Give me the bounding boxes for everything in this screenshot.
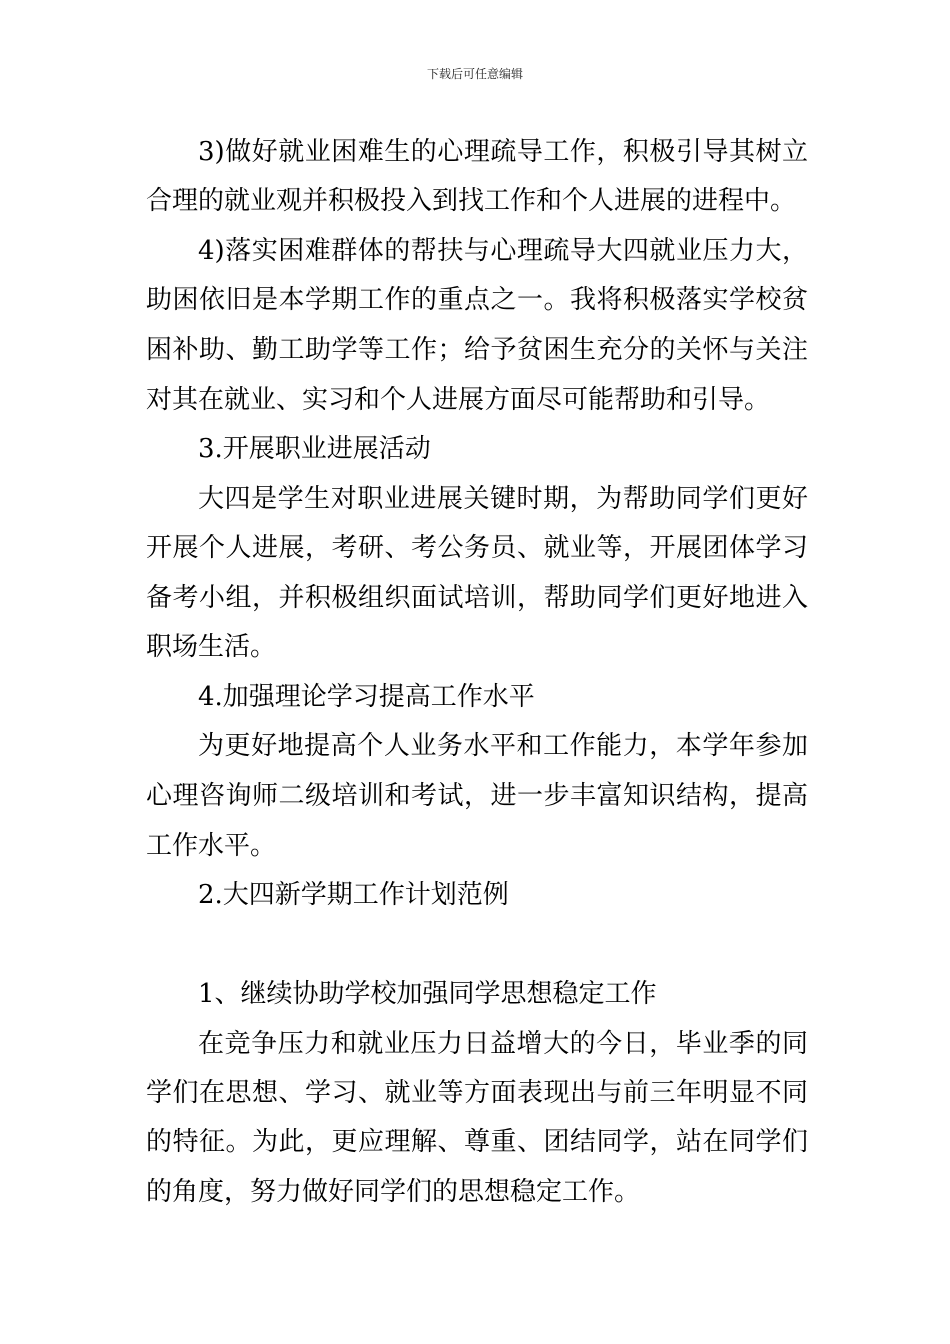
text-line: 职场生活。: [146, 632, 277, 662]
page-header-note: 下载后可任意编辑: [426, 67, 523, 81]
section-heading: 3.开展职业进展活动: [198, 434, 431, 464]
text-line: 困补助、勤工助学等工作；给予贫困生充分的关怀与关注: [146, 335, 808, 365]
text-line: 学们在思想、学习、就业等方面表现出与前三年明显不同: [146, 1078, 808, 1108]
text-line: 为更好地提高个人业务水平和工作能力，本学年参加: [198, 731, 808, 761]
text-line: 工作水平。: [146, 831, 277, 861]
text-line: 4)落实困难群体的帮扶与心理疏导大四就业压力大，: [198, 236, 808, 266]
text-line: 合理的就业观并积极投入到找工作和个人进展的进程中。: [146, 186, 797, 216]
text-line: 的角度，努力做好同学们的思想稳定工作。: [146, 1177, 641, 1207]
text-line: 备考小组，并积极组织面试培训，帮助同学们更好地进入: [146, 583, 808, 613]
text-line: 的特征。为此，更应理解、尊重、团结同学，站在同学们: [146, 1127, 808, 1157]
text-line: 助困依旧是本学期工作的重点之一。我将积极落实学校贫: [146, 285, 808, 315]
section-heading: 2.大四新学期工作计划范例: [198, 880, 509, 910]
section-heading: 4.加强理论学习提高工作水平: [198, 682, 535, 712]
text-line: 心理咨询师二级培训和考试，进一步丰富知识结构，提高: [146, 781, 808, 811]
text-line: 在竞争压力和就业压力日益增大的今日，毕业季的同: [198, 1029, 808, 1059]
text-line: 开展个人进展，考研、考公务员、就业等，开展团体学习: [146, 533, 808, 563]
section-heading: 1、继续协助学校加强同学思想稳定工作: [198, 979, 657, 1009]
text-line: 大四是学生对职业进展关键时期，为帮助同学们更好: [198, 484, 808, 514]
text-line: 对其在就业、实习和个人进展方面尽可能帮助和引导。: [146, 385, 771, 415]
text-line: 3)做好就业困难生的心理疏导工作，积极引导其树立: [198, 137, 808, 167]
